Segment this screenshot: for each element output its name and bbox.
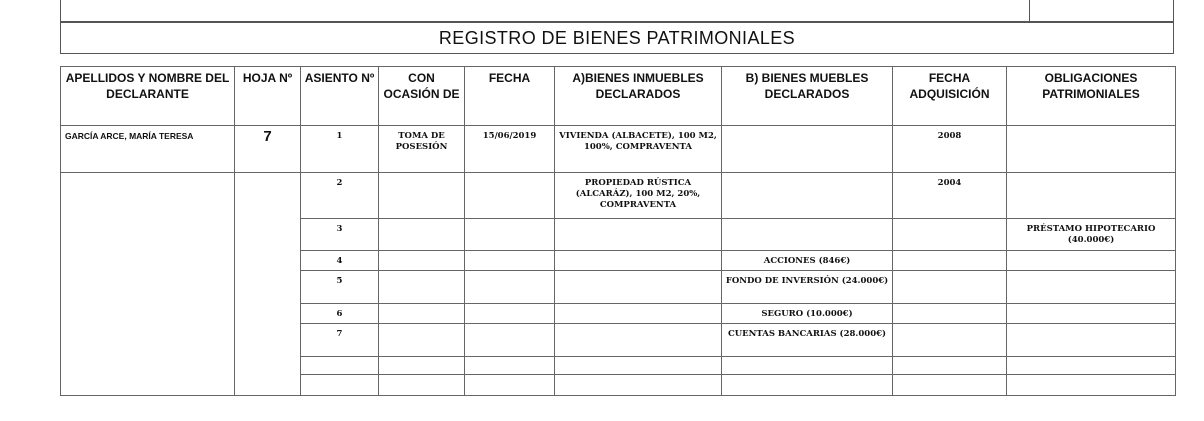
column-header: FECHA ADQUISICIÓN (893, 67, 1007, 126)
title-frame (60, 22, 1174, 54)
muebles-cell (722, 219, 893, 251)
ocasion-cell (379, 375, 465, 396)
fecha-cell (465, 271, 555, 304)
hoja-number: 7 (235, 126, 301, 173)
registry-table (60, 66, 1176, 396)
obligaciones-cell (1007, 357, 1176, 375)
ocasion-cell (379, 219, 465, 251)
asiento-cell: 7 (301, 324, 379, 357)
inmuebles-cell (555, 304, 722, 324)
ocasion-cell: TOMA DE POSESIÓN (379, 126, 465, 173)
adquisicion-cell (893, 375, 1007, 396)
inmuebles-cell (555, 324, 722, 357)
fecha-cell (465, 219, 555, 251)
adquisicion-cell: 2004 (893, 173, 1007, 219)
obligaciones-cell (1007, 173, 1176, 219)
fecha-cell (465, 357, 555, 375)
muebles-cell: CUENTAS BANCARIAS (28.000€) (722, 324, 893, 357)
adquisicion-cell: 2008 (893, 126, 1007, 173)
adquisicion-cell (893, 357, 1007, 375)
inmuebles-cell (555, 375, 722, 396)
table-row (61, 173, 1176, 219)
column-header: APELLIDOS Y NOMBRE DEL DECLARANTE (61, 67, 235, 126)
inmuebles-cell: VIVIENDA (ALBACETE), 100 M2, 100%, COMPRAVENTA (555, 126, 722, 173)
muebles-cell (722, 173, 893, 219)
document-title: REGISTRO DE BIENES PATRIMONIALES (438, 27, 796, 48)
obligaciones-cell (1007, 126, 1176, 173)
obligaciones-cell (1007, 271, 1176, 304)
column-header: HOJA Nº (235, 67, 301, 126)
obligaciones-cell (1007, 304, 1176, 324)
ocasion-cell (379, 324, 465, 357)
ocasion-cell (379, 251, 465, 271)
muebles-cell: SEGURO (10.000€) (722, 304, 893, 324)
fecha-cell: 15/06/2019 (465, 126, 555, 173)
column-header: CON OCASIÓN DE (379, 67, 465, 126)
column-header: OBLIGACIONES PATRIMONIALES (1007, 67, 1176, 126)
fecha-cell (465, 324, 555, 357)
header-frame (60, 0, 1174, 22)
ocasion-cell (379, 357, 465, 375)
asiento-cell (301, 357, 379, 375)
adquisicion-cell (893, 304, 1007, 324)
adquisicion-cell (893, 219, 1007, 251)
fecha-cell (465, 173, 555, 219)
declarant-empty-cell (61, 173, 235, 396)
fecha-cell (465, 304, 555, 324)
obligaciones-cell (1007, 375, 1176, 396)
ocasion-cell (379, 304, 465, 324)
obligaciones-cell (1007, 324, 1176, 357)
asiento-cell: 6 (301, 304, 379, 324)
fecha-cell (465, 375, 555, 396)
inmuebles-cell: PROPIEDAD RÚSTICA (ALCARÁZ), 100 M2, 20%, COMPRAVENTA (555, 173, 722, 219)
ocasion-cell (379, 271, 465, 304)
table-row (61, 126, 1176, 173)
obligaciones-cell: PRÉSTAMO HIPOTECARIO (40.000€) (1007, 219, 1176, 251)
asiento-cell: 4 (301, 251, 379, 271)
header-row (61, 67, 1176, 126)
muebles-cell: ACCIONES (846€) (722, 251, 893, 271)
fecha-cell (465, 251, 555, 271)
obligaciones-cell (1007, 251, 1176, 271)
adquisicion-cell (893, 271, 1007, 304)
column-header: A)BIENES INMUEBLES DECLARADOS (555, 67, 722, 126)
asiento-cell: 1 (301, 126, 379, 173)
adquisicion-cell (893, 251, 1007, 271)
muebles-cell (722, 375, 893, 396)
hoja-empty-cell (235, 173, 301, 396)
header-divider (1029, 0, 1030, 21)
adquisicion-cell (893, 324, 1007, 357)
organization-name (121, 0, 277, 1)
muebles-cell: FONDO DE INVERSIÓN (24.000€) (722, 271, 893, 304)
column-header: FECHA (465, 67, 555, 126)
muebles-cell (722, 357, 893, 375)
column-header: B) BIENES MUEBLES DECLARADOS (722, 67, 893, 126)
asiento-cell: 3 (301, 219, 379, 251)
inmuebles-cell (555, 219, 722, 251)
ocasion-cell (379, 173, 465, 219)
inmuebles-cell (555, 271, 722, 304)
declarant-name: GARCÍA ARCE, MARÍA TERESA (61, 126, 235, 173)
inmuebles-cell (555, 357, 722, 375)
muebles-cell (722, 126, 893, 173)
asiento-cell: 2 (301, 173, 379, 219)
asiento-cell: 5 (301, 271, 379, 304)
inmuebles-cell (555, 251, 722, 271)
asiento-cell (301, 375, 379, 396)
column-header: ASIENTO Nº (301, 67, 379, 126)
